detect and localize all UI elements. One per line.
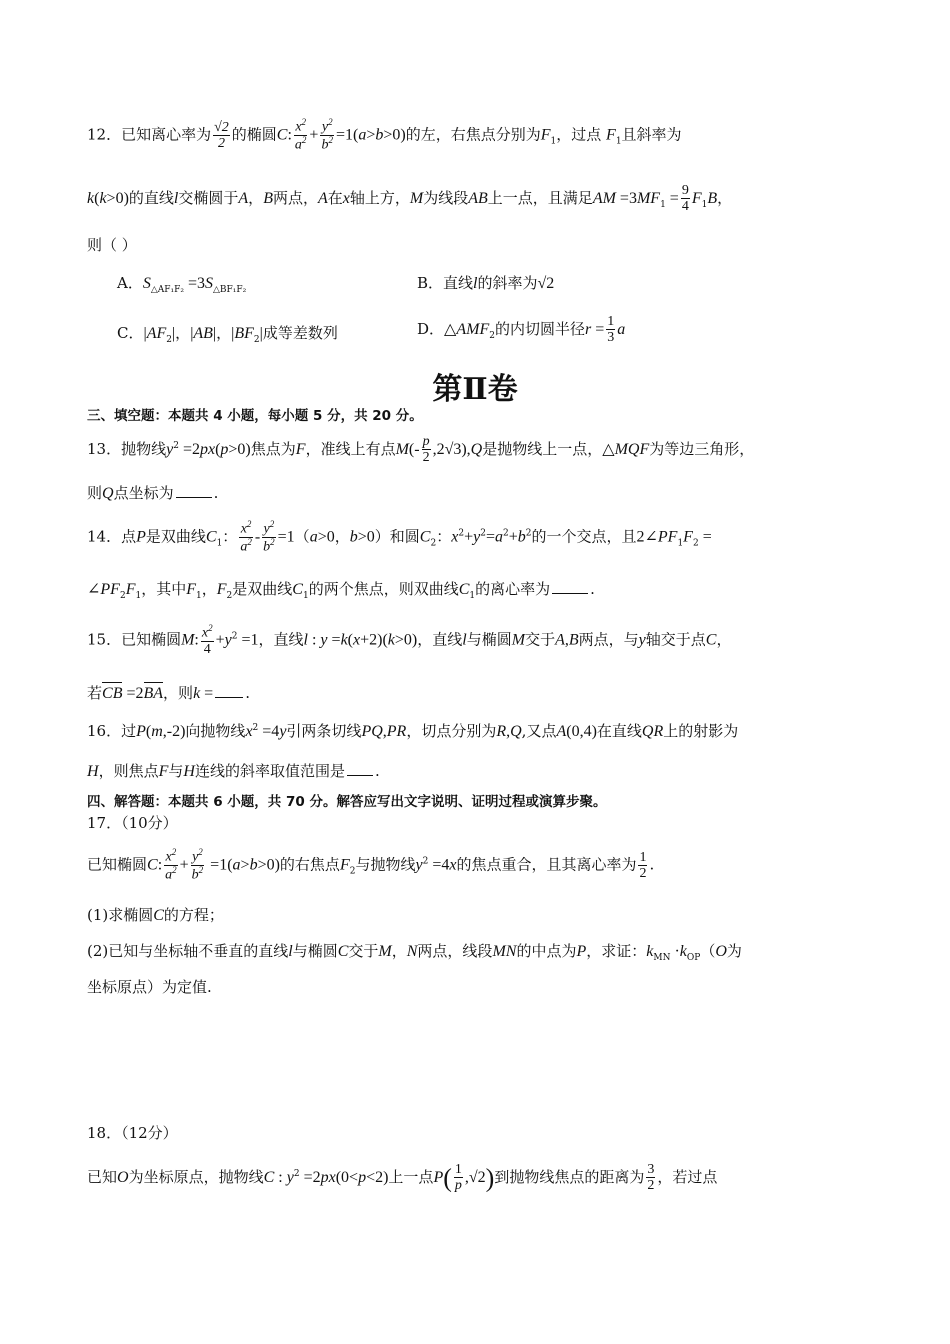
q18-line1: 已知O为坐标原点，抛物线C : $y^2 =2px(0<p<2)$上一点P( $\frac{1}{p}$ ,√2)到抛物线焦点的距离为 $\frac{3}{2}$ ，若过点 [87,1162,718,1194]
q17-part1: (1)求椭圆C的方程； [87,906,224,924]
q12-option-b: B．直线l的斜率为√2 [417,274,555,292]
q12-option-d: D．$\triangle AMF_2$的内切圆半径r = $\frac{1}{3}$ a [417,314,626,346]
section-3-heading: 三、填空题：本题共 4 小题，每小题 5 分，共 20 分。 [87,408,423,424]
q12-line1: 12．已知离心率为 $\frac{√2}{2}$ 的椭圆C: $\frac{x^2}{a^2}$ + $\frac{y^2}{b^2}$ =1(a>b>0)的左，右焦点分别为$F_1$，过点 $F_1$且斜率为 [87,117,682,153]
fraction-sqrt2-over-2: $\frac{√2}{2}$ [214,119,229,152]
section-title: 第Ⅱ卷 [432,372,518,407]
q16-line2: H，则焦点F与H连线的斜率取值范围是 . [87,762,380,780]
answer-blank [215,685,243,698]
q12-line3: 则（ ） [87,236,137,254]
q14-line2: $\angle PF_2F_1$，其中$F_1$，$F_2$是双曲线$C_1$的两个焦点，则双曲线$C_1$的离心率为 . [87,580,595,601]
section-4-heading: 四、解答题：本题共 6 小题，共 70 分。解答应写出文字说明、证明过程或演算步聚。 [87,794,607,810]
answer-blank [347,763,373,776]
q17-heading: 17．（10分） [87,814,178,832]
q12-line2: k(k>0)的直线l交椭圆于A，B两点，A在x轴上方，M为线段AB上一点，且满足AM $=3MF_1$ = $\frac{9}{4}$ $F_1B$， [87,183,733,215]
q17-part2-cont: 坐标原点）为定值. [87,978,212,996]
q17-part2: (2)已知与坐标轴不垂直的直线l与椭圆C交于M，N两点，线段MN的中点为P，求证：$k_{MN} \cdot k_{OP}(O$为 [87,942,742,963]
q17-line1: 已知椭圆C: $\frac{x^2}{a^2}$ + $\frac{y^2}{b^2}$ =1(a>b>0)的右焦点$F_2$与抛物线$y^2 =4x$的焦点重合，且其离心率为 $\frac{1}{2}$ . [87,847,655,883]
q14-line1: 14．点P是双曲线$C_1$： $\frac{x^2}{a^2}$ - $\frac{y^2}{b^2}$ =1（a>0，b>0）和圆$C_2$：$x^2+y^2=a^2+b^2$的一个交点，且$2\angle PF_1F_2$ = [87,519,712,555]
q15-line2: 若CB =2BA，则k = . [87,684,250,702]
q12-option-c: C．$|AF_2|$，|AB|，$|BF_2|$成等差数列 [117,324,338,345]
answer-blank [552,581,588,594]
q16-line1: 16．过P(m,-2)向抛物线$x^2 =4y$引两条切线PQ,PR，切点分别为R,Q,又点A(0,4)在直线QR上的射影为 [87,722,739,740]
q15-line1: 15．已知椭圆M: $\frac{x^2}{4}$ $+y^2 =1$，直线l : y =k(x+2)(k>0)，直线l与椭圆M交于A,B两点，与y轴交于点C， [87,623,732,658]
q18-heading: 18．（12分） [87,1124,178,1142]
q13-line1: 13．抛物线$y^2 =2px(p>0)$焦点为F，准线上有点M(- $\frac{p}{2}$ ,2√3),Q是抛物线上一点，△MQF为等边三角形， [87,434,755,466]
answer-blank [176,485,212,498]
q12-option-a: A．$S_{\triangle AF_1F_2} =3S_{\triangle BF_1F_2}$ [117,274,247,295]
q13-line2: 则Q点坐标为 . [87,484,219,502]
